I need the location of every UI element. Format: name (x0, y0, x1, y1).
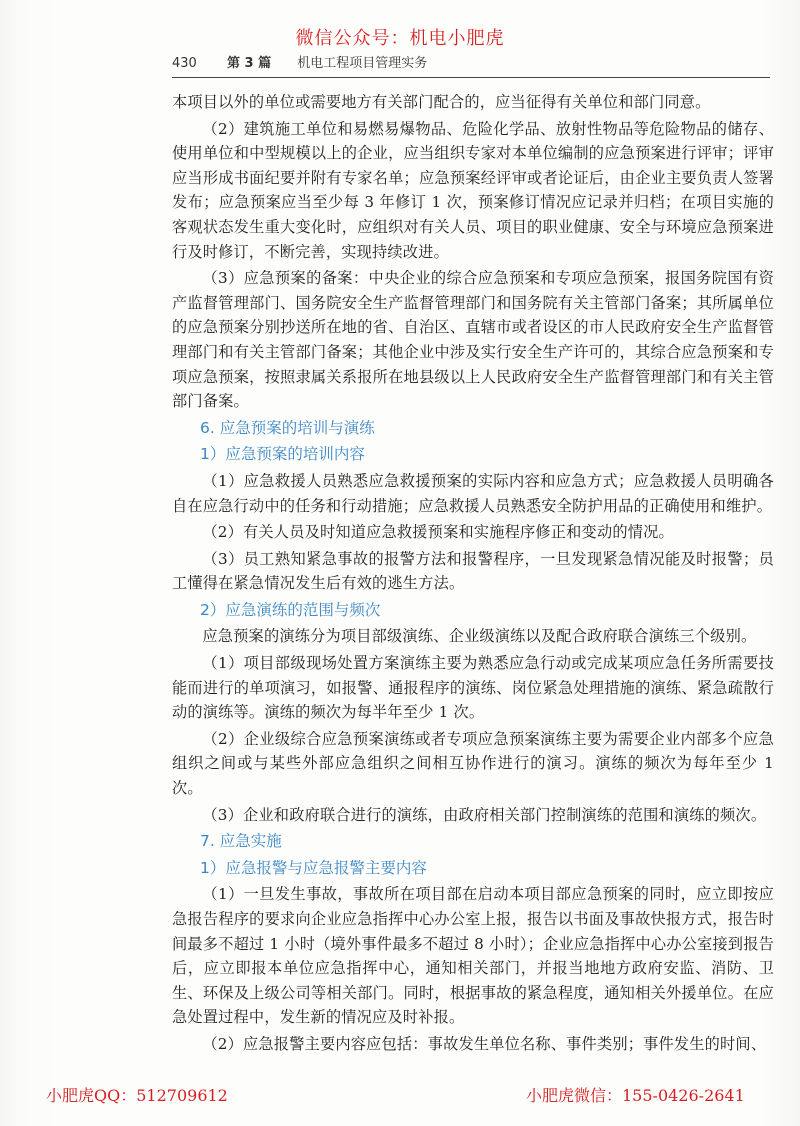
paragraph: （1）一旦发生事故，事故所在项目部在启动本项目部应急预案的同时，应立即按应急报告程序的要求向企业应急指挥中心办公室上报，报告以书面及事故快报方式，报告时间最多不超过 1 小时（境外事件最多不超过 8 小时）；企业应急指挥中心办公室接到报告后，应立即报本单位应急指挥中心，通知相关部门，并报当地地方政府安监、消防、卫生、环保及上级公司等相关部门。同时，根据事故的紧急程度，通知相关外援单位。在应急处置过程中，发生新的情况应及时补报。 (172, 885, 774, 1027)
watermark-top: 微信公众号：机电小肥虎 (295, 28, 505, 49)
paragraph: （3）企业和政府联合进行的演练，由政府相关部门控制演练的范围和演练的频次。 (202, 805, 767, 824)
paragraph: （1）项目部级现场处置方案演练主要为熟悉应急行动或完成某项应急任务所需要技能而进行的单项演习，如报警、通报程序的演练、岗位紧急处理措施的演练、紧急疏散行动的演练等。演练的频次为每半年至少 1 次。 (172, 654, 774, 722)
paragraph: （3）员工熟知紧急事故的报警方法和报警程序，一旦发现紧急情况能及时报警；员工懂得在紧急情况发生后有效的逃生方法。 (172, 549, 774, 593)
paragraph: （1）应急救援人员熟悉应急救援预案的实际内容和应急方式；应急救援人员明确各自在应急行动中的任务和行动措施；应急救援人员熟悉安全防护用品的正确使用和维护。 (172, 471, 774, 515)
paragraph: 应急预案的演练分为项目部级演练、企业级演练以及配合政府联合演练三个级别。 (202, 627, 757, 646)
body-text (172, 90, 774, 1059)
paragraph: （2）建筑施工单位和易燃易爆物品、危险化学品、放射性物品等危险物品的储存、使用单位和中型规模以上的企业，应当组织专家对本单位编制的应急预案进行评审；评审应当形成书面纪要并附有专家名单；应急预案经评审或者论证后，由企业主要负责人签署发布；应急预案应当至少每 3 年修订 1 次，预案修订情况应记录并归档；在项目实施的客观状态发生重大变化时，应组织对有关人员、项目的职业健康、安全与环境应急预案进行及时修订，不断完善，实现持续改进。 (172, 119, 774, 261)
part-label: 第 3 篇 (226, 56, 272, 71)
section-heading: 1）应急报警与应急报警主要内容 (200, 858, 427, 877)
watermark-qq: 小肥虎QQ：512709612 (46, 1086, 228, 1105)
paragraph: （2）有关人员及时知道应急救援预案和实施程序修正和变动的情况。 (202, 523, 674, 542)
running-header (172, 52, 770, 78)
section-heading: 2）应急演练的范围与频次 (200, 600, 381, 619)
section-heading: 1）应急预案的培训内容 (200, 445, 365, 464)
paragraph: （2）应急报警主要内容应包括：事故发生单位名称、事件类别；事件发生的时间、 (202, 1034, 767, 1053)
paragraph: 本项目以外的单位或需要地方有关部门配合的，应当征得有关单位和部门同意。 (172, 93, 711, 111)
paragraph: （3）应急预案的备案：中央企业的综合应急预案和专项应急预案，报国务院国有资产监督管理部门、国务院安全生产监督管理部门和国务院有关主管部门备案；其所属单位的应急预案分别抄送所在地的省、自治区、直辖市或者设区的市人民政府安全生产监督管理部门和有关主管部门备案；其他企业中涉及实行安全生产许可的，其综合应急预案和专项应急预案，按照隶属关系报所在地县级以上人民政府安全生产监督管理部门和有关主管部门备案。 (172, 269, 774, 411)
section-heading: 7. 应急实施 (200, 832, 282, 851)
header-title: 机电工程项目管理实务 (297, 56, 428, 71)
section-heading: 6. 应急预案的培训与演练 (200, 418, 375, 437)
paragraph: （2）企业级综合应急预案演练或者专项应急预案演练主要为需要企业内部多个应急组织之间或与某些外部应急组织之间相互协作进行的演习。演练的频次为每年至少 1 次。 (172, 729, 774, 798)
page-number: 430 (172, 56, 197, 71)
watermark-wechat: 小肥虎微信：155-0426-2641 (526, 1086, 745, 1105)
